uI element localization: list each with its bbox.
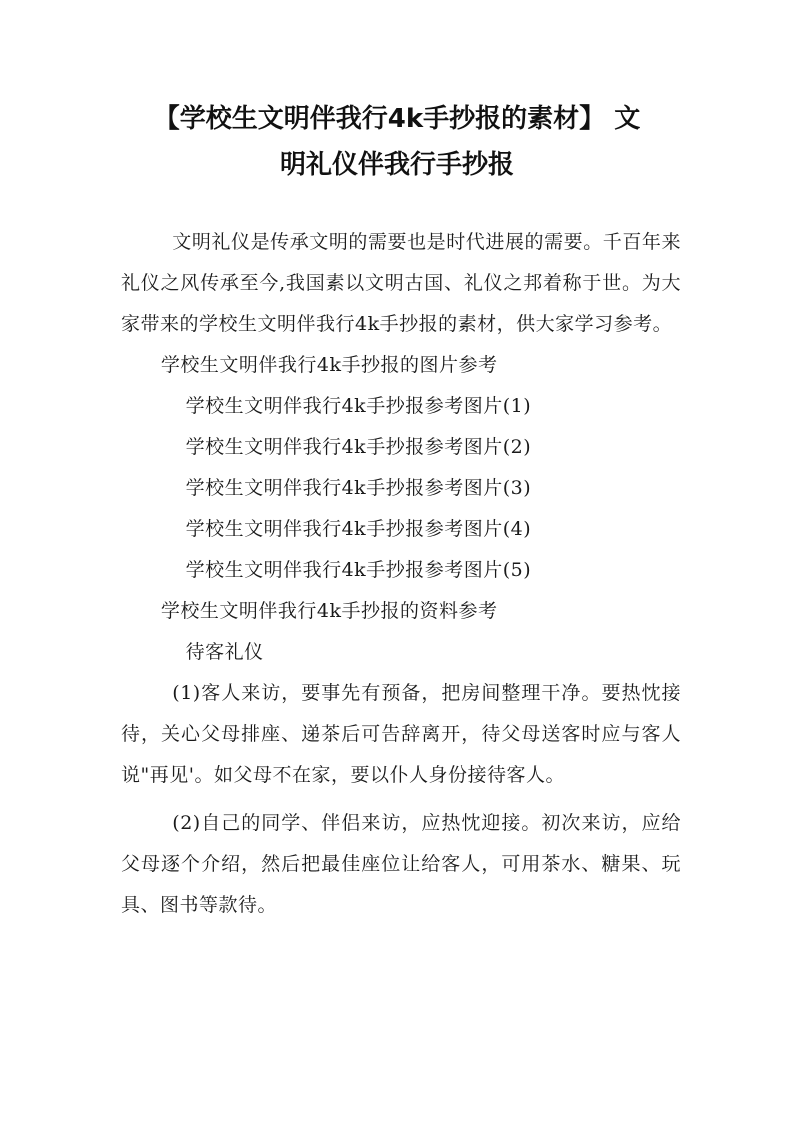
intro-paragraph: 文明礼仪是传承文明的需要也是时代进展的需要。千百年来礼仪之风传承至今,我国素以文明古国、礼仪之邦着称于世。为大家带来的学校生文明伴我行4k手抄报的素材，供大家学习参考。 <box>121 231 681 335</box>
picture-item: 学校生文明伴我行4k手抄报参考图片(3) <box>185 477 532 499</box>
title-line-1: 【学校生文明伴我行4k手抄报的素材】 文 <box>153 104 641 134</box>
paragraph-2: (2)自己的同学、伴侣来访，应热忱迎接。初次来访，应给父母逐个介绍，然后把最佳座位让给客人，可用茶水、糖果、玩具、图书等款待。 <box>121 812 681 916</box>
subheading-hosting-etiquette: 待客礼仪 <box>185 641 264 663</box>
document-title <box>100 96 694 188</box>
section-heading-pictures: 学校生文明伴我行4k手抄报的图片参考 <box>160 354 498 376</box>
paragraph-1: (1)客人来访，要事先有预备，把房间整理干净。要热忱接待，关心父母排座、递茶后可告辞离开，待父母送客时应与客人说"再见'。如父母不在家，要以仆人身份接待客人。 <box>121 682 681 786</box>
title-line-2: 明礼仪伴我行手抄报 <box>279 150 514 180</box>
picture-item: 学校生文明伴我行4k手抄报参考图片(2) <box>185 436 532 458</box>
picture-item: 学校生文明伴我行4k手抄报参考图片(1) <box>185 395 532 417</box>
section-heading-materials: 学校生文明伴我行4k手抄报的资料参考 <box>160 600 498 622</box>
document-body <box>121 222 681 926</box>
picture-item: 学校生文明伴我行4k手抄报参考图片(4) <box>185 518 532 540</box>
picture-item: 学校生文明伴我行4k手抄报参考图片(5) <box>185 559 532 581</box>
